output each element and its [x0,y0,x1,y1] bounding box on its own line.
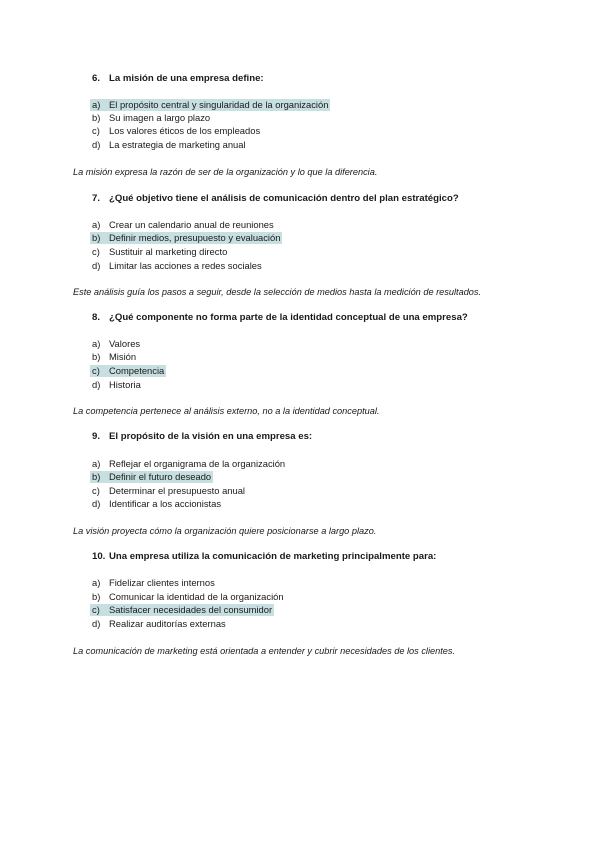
option-a: a) Valores [92,338,141,349]
question-text: La misión de una empresa define: [109,73,264,84]
option-c: c) Determinar el presupuesto anual [92,485,246,496]
explanation: La visión proyecta cómo la organización quiere posicionarse a largo plazo. [73,526,377,536]
question-number: 9. [92,431,101,442]
option-c-correct: c) Satisfacer necesidades del consumidor [92,604,273,615]
option-a: a) Fidelizar clientes internos [92,577,215,588]
question-text: ¿Qué componente no forma parte de la identidad conceptual de una empresa? [109,312,468,323]
explanation: La misión expresa la razón de ser de la organización y lo que la diferencia. [73,167,378,177]
question-number: 7. [92,193,101,204]
option-c-correct: c) Competencia [92,365,165,376]
option-c: c) Sustituir al marketing directo [92,246,228,257]
option-a: a) Reflejar el organigrama de la organización [92,458,286,469]
explanation: Este análisis guía los pasos a seguir, desde la selección de medios hasta la medición de resultados. [73,287,482,297]
option-b: b) Su imagen a largo plazo [92,112,211,123]
option-c: c) Los valores éticos de los empleados [92,125,261,136]
question-stem [92,73,264,85]
question-stem [92,431,312,443]
option-d: d) Realizar auditorías externas [92,618,226,629]
question-stem [92,551,436,563]
question-number: 6. [92,73,101,84]
option-a: a) Crear un calendario anual de reuniones [92,219,274,230]
option-a-correct: a) El propósito central y singularidad de la organización [92,99,329,110]
option-b-correct: b) Definir medios, presupuesto y evaluación [92,232,281,243]
option-d: d) Historia [92,379,141,390]
question-stem [92,193,459,205]
option-b-correct: b) Definir el futuro deseado [92,471,212,482]
question-text: Una empresa utiliza la comunicación de marketing principalmente para: [109,551,437,562]
question-text: El propósito de la visión en una empresa es: [109,431,313,442]
question-number: 8. [92,312,101,323]
question-number: 10. [92,551,106,562]
question-text: ¿Qué objetivo tiene el análisis de comunicación dentro del plan estratégico? [109,193,459,204]
explanation: La comunicación de marketing está orientada a entender y cubrir necesidades de los clientes. [73,646,456,656]
option-b: b) Comunicar la identidad de la organización [92,591,284,602]
question-stem [92,312,468,324]
option-d: d) Limitar las acciones a redes sociales [92,260,262,271]
option-d: d) La estrategia de marketing anual [92,139,246,150]
option-b: b) Misión [92,351,137,362]
explanation: La competencia pertenece al análisis externo, no a la identidad conceptual. [73,406,380,416]
option-d: d) Identificar a los accionistas [92,498,222,509]
